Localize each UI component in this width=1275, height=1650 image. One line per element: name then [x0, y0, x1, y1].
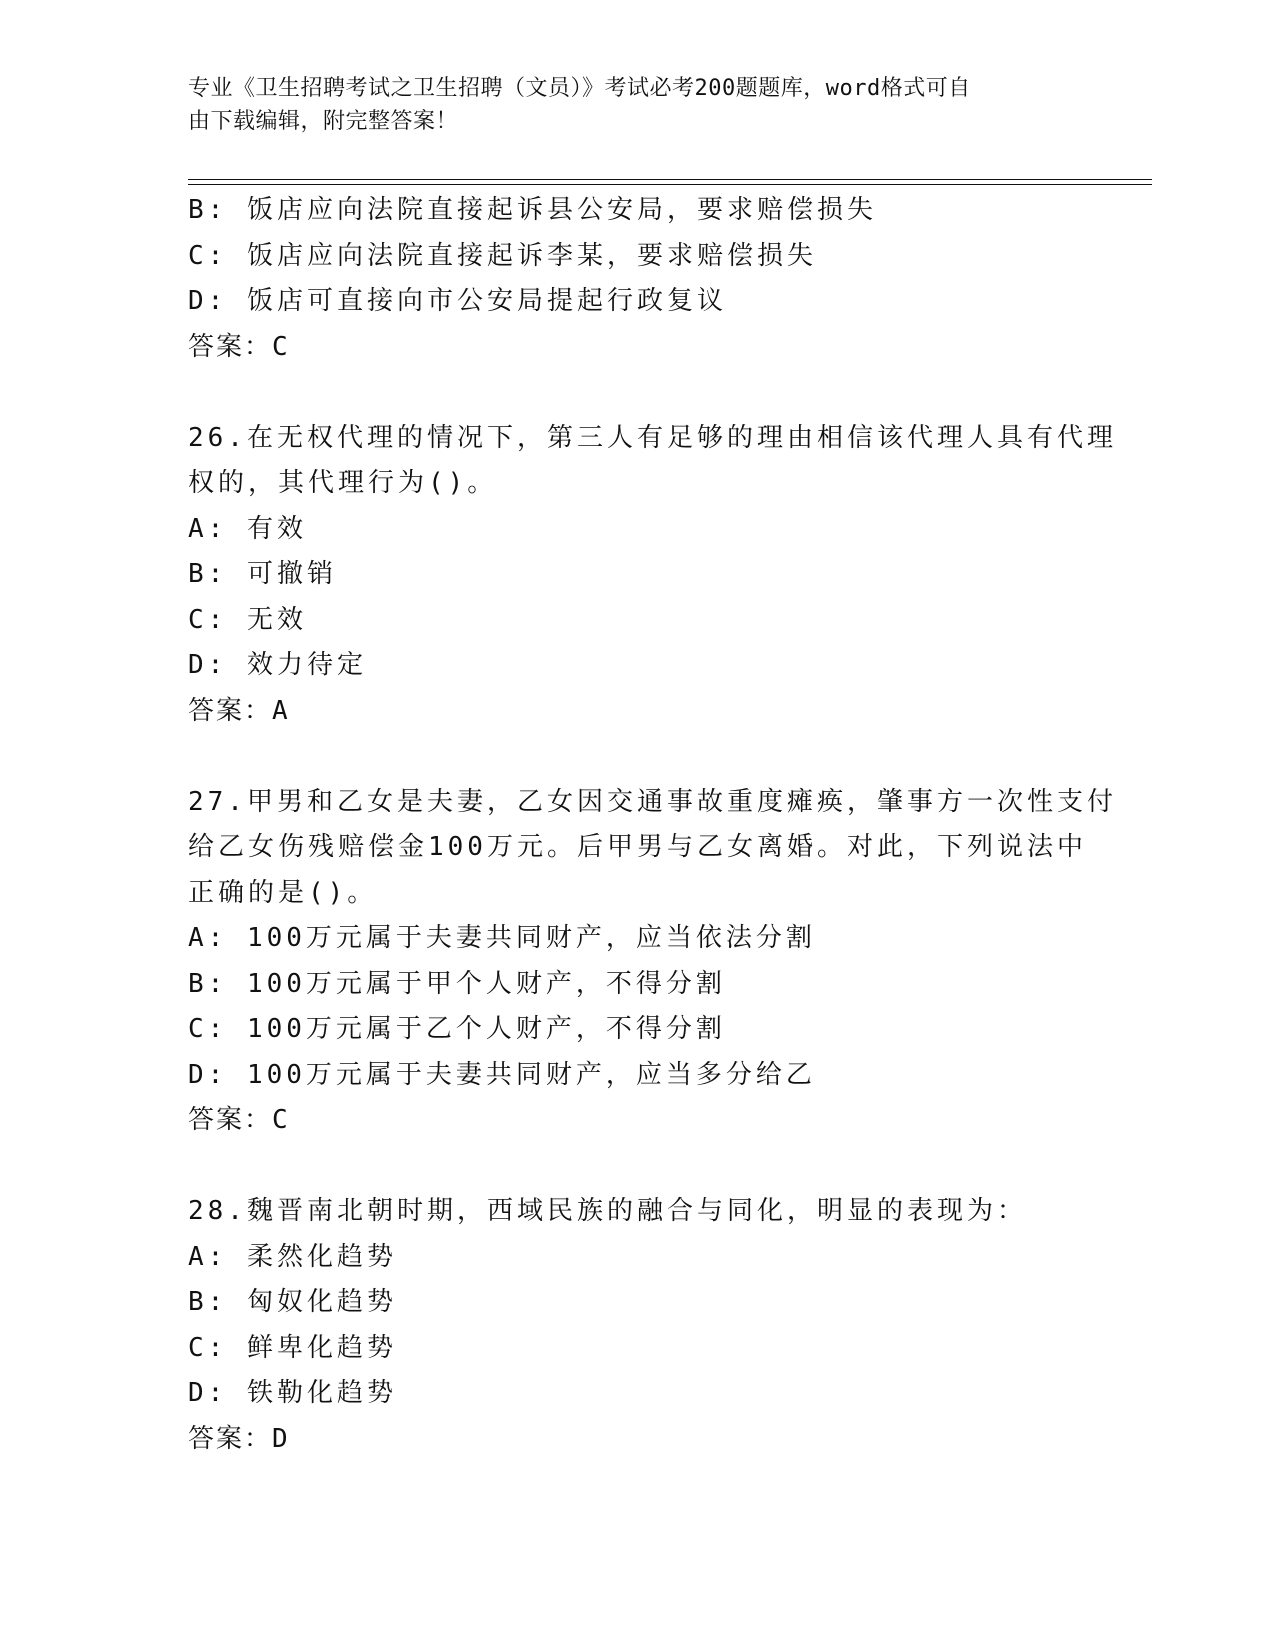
option-a: A: 100万元属于夫妻共同财产，应当依法分割: [188, 923, 816, 953]
question-stem-line: 27.甲男和乙女是夫妻，乙女因交通事故重度瘫痪，肇事方一次性支付: [188, 786, 1117, 817]
question-content: [188, 188, 1117, 1462]
option-b: B: 匈奴化趋势: [188, 1287, 397, 1317]
option-c: C: 鲜卑化趋势: [188, 1332, 397, 1363]
header-line-2: 由下载编辑，附完整答案！: [188, 109, 459, 134]
page-header: [188, 72, 1088, 138]
option-d: D: 饭店可直接向市公安局提起行政复议: [188, 286, 727, 316]
option-d: D: 效力待定: [188, 650, 367, 680]
option-a: A: 有效: [188, 513, 307, 544]
answer-line: 答案：C: [188, 331, 290, 362]
option-d: D: 铁勒化趋势: [188, 1378, 397, 1408]
question-28: [188, 1189, 1088, 1462]
question-27: [188, 780, 1117, 1144]
question-stem-line: 26.在无权代理的情况下，第三人有足够的理由相信该代理人具有代理: [188, 422, 1117, 453]
question-26: [188, 416, 1117, 735]
question-stem-line: 给乙女伤残赔偿金100万元。后甲男与乙女离婚。对此，下列说法中: [188, 832, 1087, 862]
option-b: B: 饭店应向法院直接起诉县公安局，要求赔偿损失: [188, 195, 877, 225]
option-d: D: 100万元属于夫妻共同财产，应当多分给乙: [188, 1059, 816, 1090]
header-divider-bottom: [188, 184, 1152, 185]
question-spacer: [188, 1144, 1088, 1190]
question-spacer: [188, 370, 1088, 416]
option-b: B: 100万元属于甲个人财产，不得分割: [188, 968, 726, 999]
option-c: C: 无效: [188, 604, 307, 635]
answer-line: 答案：C: [188, 1105, 290, 1135]
option-b: B: 可撤销: [188, 559, 337, 589]
question-stem-line: 权的，其代理行为()。: [188, 468, 498, 498]
answer-line: 答案：D: [188, 1423, 290, 1454]
question-25-tail: [188, 188, 1088, 370]
option-c: C: 100万元属于乙个人财产，不得分割: [188, 1014, 726, 1044]
question-stem-line: 28.魏晋南北朝时期，西域民族的融合与同化，明显的表现为：: [188, 1196, 1027, 1226]
header-line-1: 专业《卫生招聘考试之卫生招聘（文员）》考试必考200题题库，word格式可自: [188, 76, 971, 101]
header-divider-top: [188, 179, 1152, 180]
answer-line: 答案：A: [188, 695, 290, 726]
question-stem-line: 正确的是()。: [188, 877, 378, 908]
option-c: C: 饭店应向法院直接起诉李某，要求赔偿损失: [188, 240, 817, 271]
option-a: A: 柔然化趋势: [188, 1241, 397, 1272]
question-spacer: [188, 734, 1088, 780]
